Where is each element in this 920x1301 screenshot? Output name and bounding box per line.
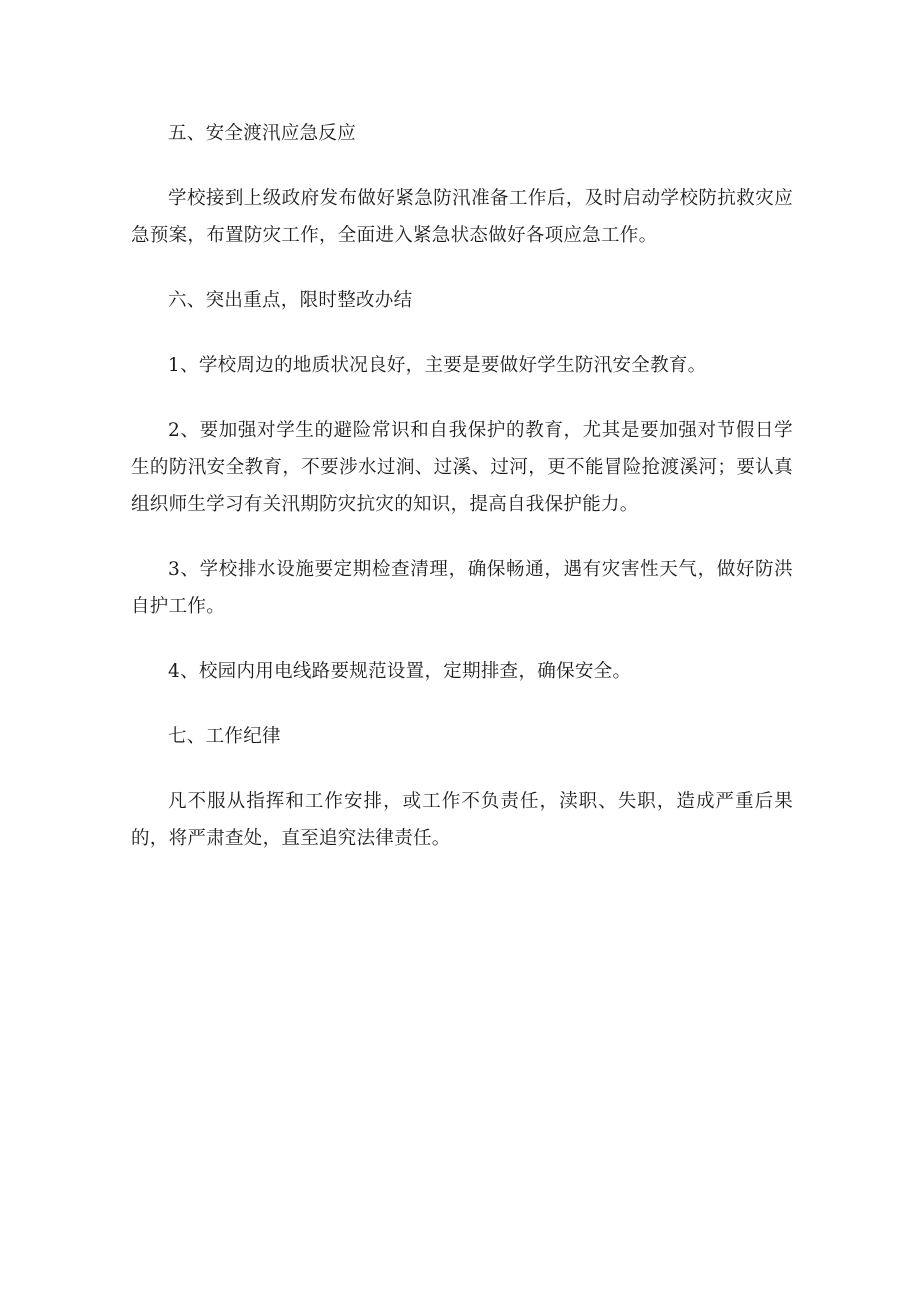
list-item-1: 1、学校周边的地质状况良好，主要是要做好学生防汛安全教育。 [168, 355, 707, 376]
paragraph-emergency-response: 学校接到上级政府发布做好紧急防汛准备工作后，及时启动学校防抗救灾应急预案，布置防灾工作，全面进入紧急状态做好各项应急工作。 [131, 188, 793, 246]
section-heading-5: 五、安全渡汛应急反应 [168, 123, 357, 144]
section-heading-7: 七、工作纪律 [168, 726, 281, 747]
paragraph-work-discipline: 凡不服从指挥和工作安排，或工作不负责任，渎职、失职，造成严重后果的，将严肃查处，直至追究法律责任。 [131, 791, 793, 849]
list-item-2: 2、要加强对学生的避险常识和自我保护的教育，尤其是要加强对节假日学生的防汛安全教育，不要涉水过涧、过溪、过河，更不能冒险抢渡溪河；要认真组织师生学习有关汛期防灾抗灾的知识，提高自我保护能力。 [131, 420, 793, 515]
document-body [131, 115, 793, 885]
list-item-4: 4、校园内用电线路要规范设置，定期排查，确保安全。 [168, 661, 632, 682]
list-item-3: 3、学校排水设施要定期检查清理，确保畅通，遇有灾害性天气，做好防洪自护工作。 [131, 559, 793, 617]
section-heading-6: 六、突出重点，限时整改办结 [168, 290, 413, 311]
